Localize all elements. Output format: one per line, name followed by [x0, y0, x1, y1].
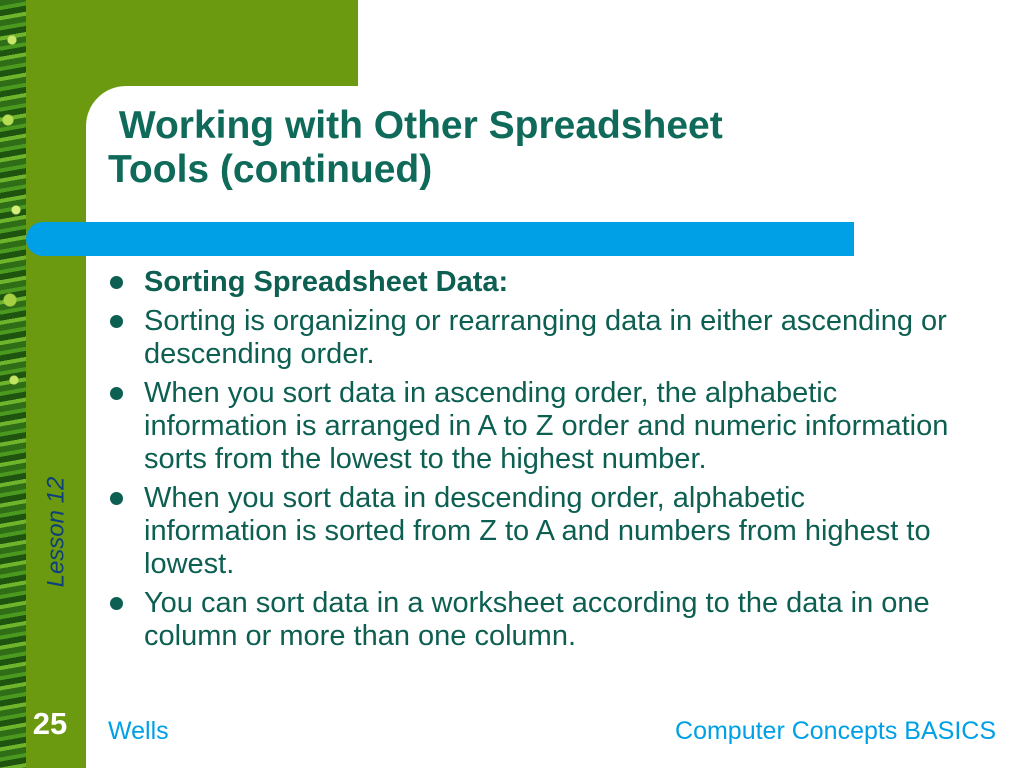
list-item	[104, 266, 954, 299]
bullet-text: When you sort data in ascending order, the alphabetic information is arranged in A to Z order and numeric information sorts from the lowest to the highest number.	[144, 377, 949, 475]
footer-author: Wells	[108, 717, 169, 745]
list-item	[104, 482, 954, 581]
bullet-text: Sorting is organizing or rearranging data in either ascending or descending order.	[144, 305, 947, 370]
green-header-block	[26, 0, 358, 86]
bullet-text: Sorting Spreadsheet Data:	[144, 266, 509, 298]
list-item	[104, 305, 954, 371]
bullet-dot-icon	[110, 597, 123, 610]
footer-book-title: Computer Concepts BASICS	[675, 717, 996, 745]
bullet-dot-icon	[110, 387, 123, 400]
list-item	[104, 377, 954, 476]
list-item	[104, 587, 954, 653]
bullet-text: You can sort data in a worksheet according to the data in one column or more than one column.	[144, 587, 930, 652]
page-title: Working with Other Spreadsheet Tools (continued)	[108, 104, 723, 191]
decorative-texture-strip	[0, 0, 26, 768]
page-number: 25	[32, 706, 68, 741]
bullet-text: When you sort data in descending order, alphabetic information is sorted from Z to A and numbers from highest to lowest.	[144, 482, 931, 580]
lesson-label-text: Lesson 12	[42, 476, 70, 588]
bullet-dot-icon	[110, 276, 123, 289]
bullet-dot-icon	[110, 315, 123, 328]
green-sidebar	[26, 0, 86, 768]
title-divider-bar	[26, 222, 854, 256]
bullet-list	[104, 266, 954, 659]
lesson-label	[36, 462, 76, 602]
bullet-dot-icon	[110, 492, 123, 505]
